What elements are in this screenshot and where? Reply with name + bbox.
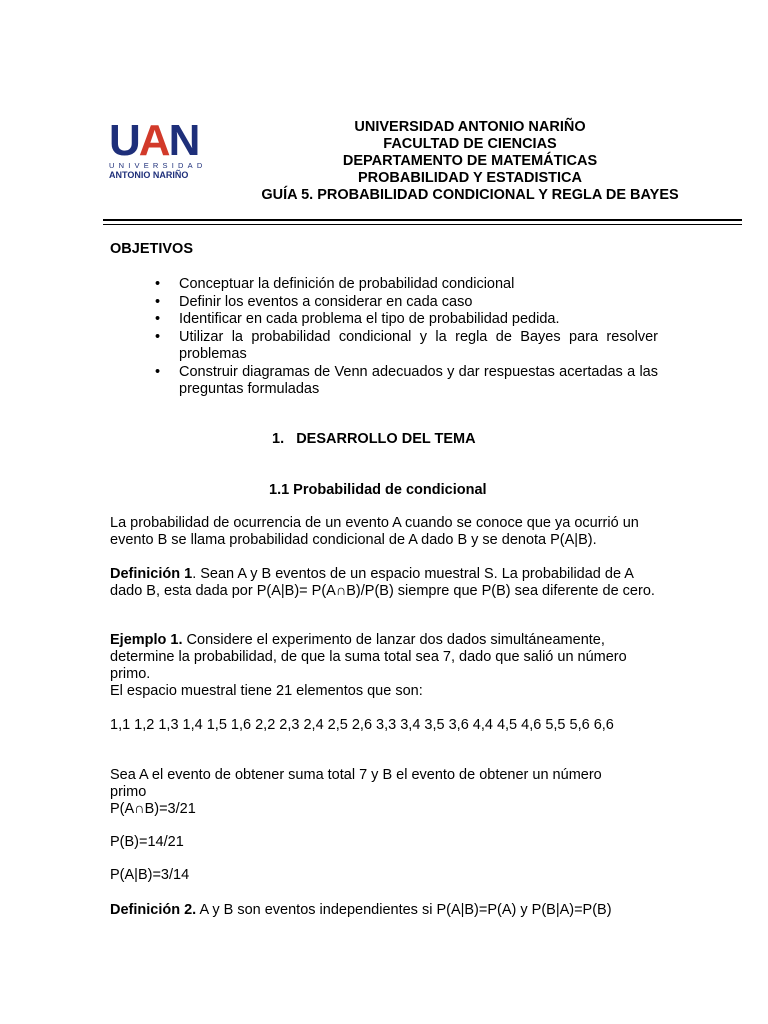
objective-text: Identificar en cada problema el tipo de probabilidad pedida. [179,311,560,327]
objective-text: Definir los eventos a considerar en cada caso [179,293,473,310]
definition-1 [110,566,660,600]
bullet: • [155,363,161,380]
bullet: • [155,328,161,345]
definition-2-text: A y B son eventos independientes si P(A|B)=P(A) y P(B|A)=P(B) [196,902,612,918]
logo-mark [109,116,227,165]
list-item [155,329,658,364]
definition-2-label: Definición 2. [110,902,197,918]
definition-1-text: . Sean A y B eventos de un espacio muestral S. La probabilidad de A dado B, esta dada por P(A|B)= P(A∩B)/P(B) siempre que P(B) sea diferente de cero. [110,566,655,599]
p-intersection: P(A∩B)=3/21 [110,801,196,817]
subsection-title: 1.1 Probabilidad de condicional [269,482,487,498]
header-university: UNIVERSIDAD ANTONIO NARIÑO [354,119,586,135]
bullet: • [155,293,161,310]
header-divider-thick [103,219,742,221]
events-definition: Sea A el evento de obtener suma total 7 y B el evento de obtener un número primo [110,767,602,800]
intro-paragraph: La probabilidad de ocurrencia de un evento A cuando se conoce que ya ocurrió un evento B se llama probabilidad condicional de A dado B y se denota P(A|B). [110,515,639,548]
list-item [155,364,658,399]
objectives-heading: OBJETIVOS [110,241,193,257]
objective-text: Utilizar la probabilidad condicional y la regla de Bayes para resolver problemas [179,328,658,362]
example-1-text: Considere el experimento de lanzar dos dados simultáneamente, determine la probabilidad, de que la suma total sea 7, dado que salió un número primo. [110,632,627,682]
example-1-label: Ejemplo 1. [110,632,183,648]
section-number: 1. [272,431,285,447]
definition-2 [110,902,612,919]
objective-text: Construir diagramas de Venn adecuados y dar respuestas acertadas a las preguntas formuladas [179,363,658,397]
section-heading [272,431,476,448]
logo-subtitle-universidad: UNIVERSIDAD [109,161,207,170]
example-1 [110,632,660,683]
logo-subtitle-name: ANTONIO NARIÑO [109,170,189,180]
bullet: • [155,311,161,327]
header-course: PROBABILIDAD Y ESTADISTICA [358,170,582,186]
header-divider-thin [103,224,742,225]
logo-letter-n: N [168,116,199,165]
objectives-list [155,276,658,399]
logo-letter-u: U [109,116,139,165]
bullet: • [155,276,161,292]
sample-space-list: 1,1 1,2 1,3 1,4 1,5 1,6 2,2 2,3 2,4 2,5 2,6 3,3 3,4 3,5 3,6 4,4 4,5 4,6 5,5 5,6 6,6 [110,717,614,733]
university-logo [109,116,227,180]
logo-letter-a: A [138,116,169,165]
list-item [155,311,658,329]
definition-1-label: Definición 1 [110,566,193,582]
list-item [155,294,658,312]
objective-text: Conceptuar la definición de probabilidad condicional [179,276,515,292]
header-guide-title: GUÍA 5. PROBABILIDAD CONDICIONAL Y REGLA DE BAYES [261,187,679,203]
header-department: DEPARTAMENTO DE MATEMÁTICAS [342,153,598,169]
p-b: P(B)=14/21 [110,834,184,850]
header-faculty: FACULTAD DE CIENCIAS [383,136,557,152]
sample-space-intro: El espacio muestral tiene 21 elementos que son: [110,683,423,699]
document-header [250,119,690,204]
p-a-given-b: P(A|B)=3/14 [110,867,190,883]
list-item [155,276,658,294]
section-title: DESARROLLO DEL TEMA [296,431,476,447]
